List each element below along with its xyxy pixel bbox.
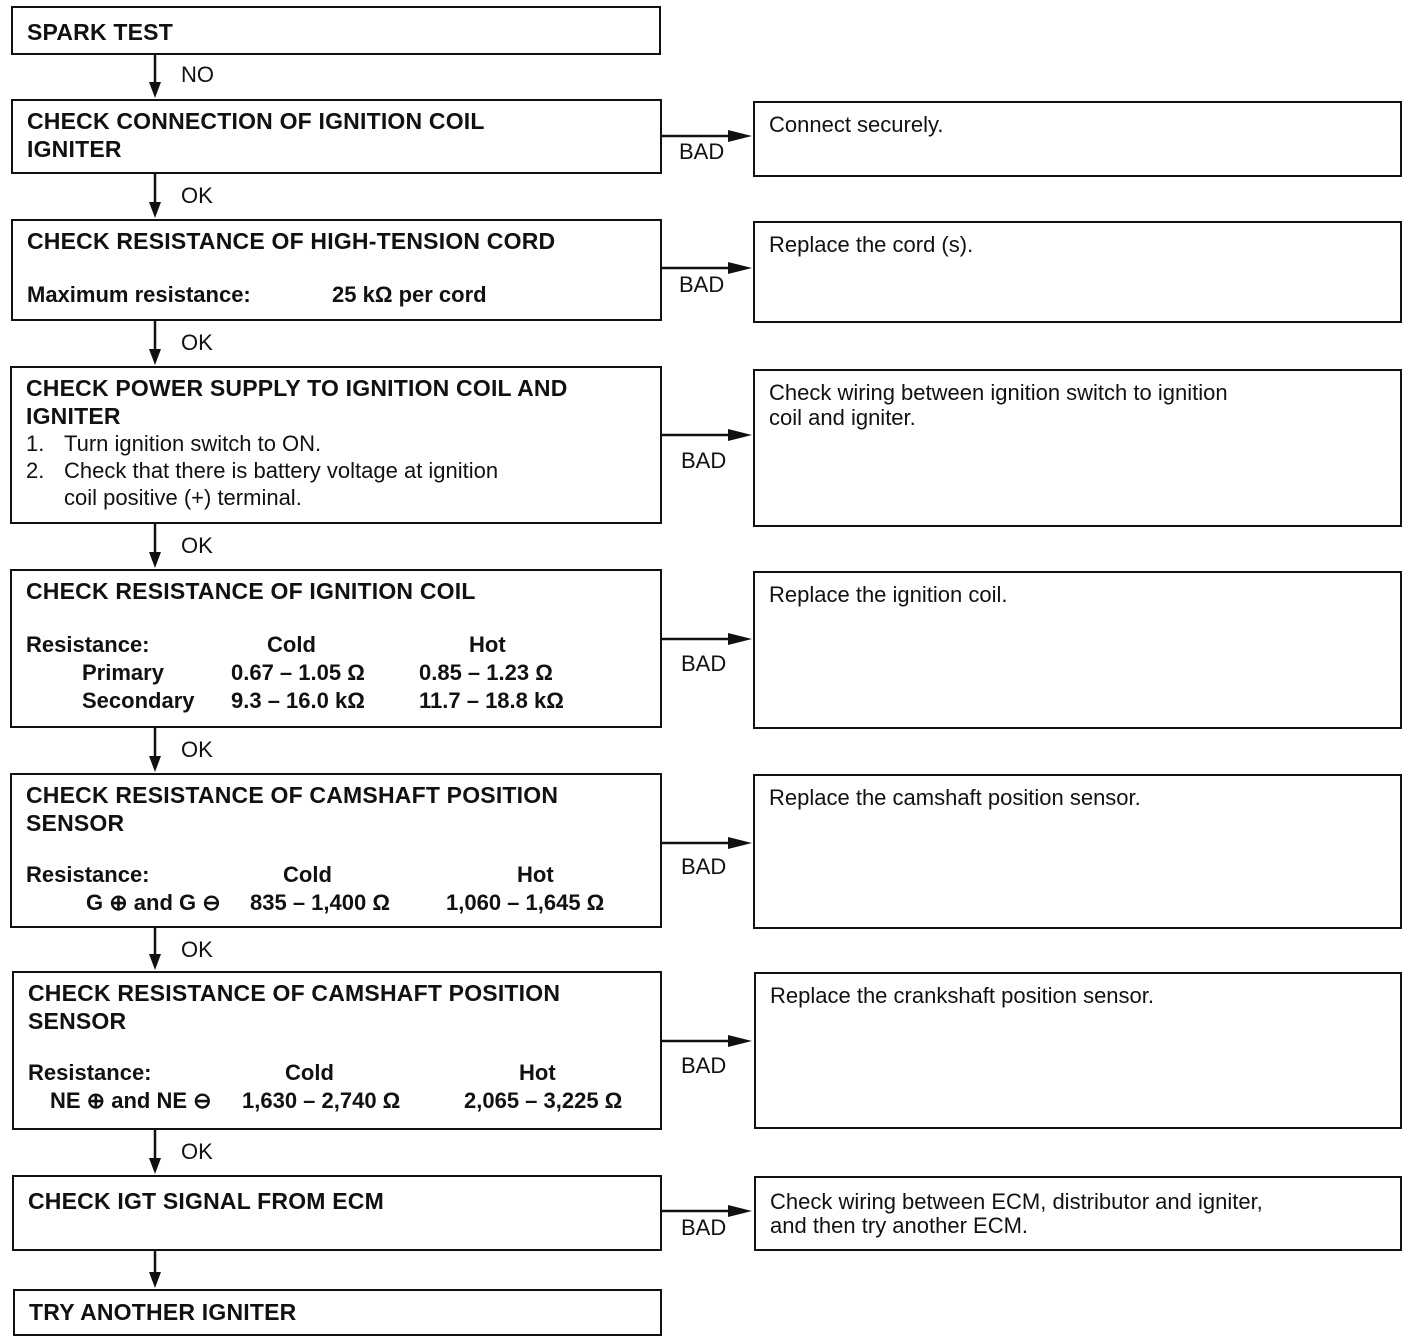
step6-spec-table (28, 1059, 646, 1087)
end-title: TRY ANOTHER IGNITER (29, 1299, 297, 1325)
label-ok-4: OK (181, 737, 213, 762)
step1-title-line2: IGNITER (27, 136, 122, 162)
step7-box (12, 1175, 662, 1251)
step3-substep-2 (26, 457, 646, 484)
step6-spec-row (28, 1087, 646, 1115)
step1-bad-action: Connect securely. (769, 112, 944, 137)
step5-cold-header: Cold (283, 862, 332, 887)
step4-spec-table (26, 631, 646, 715)
step6-hot-value: 2,065 – 3,225 Ω (464, 1088, 623, 1113)
step5-cold-value: 835 – 1,400 Ω (250, 890, 390, 915)
step5-spec-table (26, 861, 646, 889)
step5-bad-action: Replace the camshaft position sensor. (769, 785, 1141, 810)
label-bad-2: BAD (679, 272, 725, 297)
step5-title-line2: SENSOR (26, 810, 125, 836)
step4-row-secondary-name: Secondary (82, 688, 195, 713)
label-bad-4: BAD (681, 651, 727, 676)
step4-cold-header: Cold (267, 632, 316, 657)
step4-title: CHECK RESISTANCE OF IGNITION COIL (26, 578, 476, 604)
step6-title-line1: CHECK RESISTANCE OF CAMSHAFT POSITION (28, 980, 561, 1006)
step5-bad-box (753, 774, 1402, 929)
step7-bad-action-line2: and then try another ECM. (770, 1213, 1029, 1238)
step1-title-line1: CHECK CONNECTION OF IGNITION COIL (27, 108, 485, 134)
step1-bad-box (753, 101, 1402, 177)
step6-terminals: NE ⊕ and NE ⊖ (50, 1088, 212, 1113)
step4-bad-action: Replace the ignition coil. (769, 582, 1008, 607)
start-box (11, 6, 661, 55)
label-bad-5: BAD (681, 854, 727, 879)
step3-substep-2-text: Check that there is battery voltage at ignition (64, 458, 499, 483)
step3-title-line2: IGNITER (26, 403, 121, 429)
step5-spec-row (26, 889, 646, 917)
step6-resistance-label: Resistance: (28, 1060, 152, 1085)
step4-row-primary-name: Primary (82, 660, 164, 685)
label-bad-3: BAD (681, 448, 727, 473)
step3-bad-action-line2: coil and igniter. (769, 405, 916, 430)
label-ok-3: OK (181, 533, 213, 558)
step5-hot-header: Hot (517, 862, 554, 887)
step5-hot-value: 1,060 – 1,645 Ω (446, 890, 605, 915)
label-no: NO (181, 62, 214, 87)
step6-hot-header: Hot (519, 1060, 556, 1085)
step4-row-secondary-hot: 11.7 – 18.8 kΩ (419, 688, 564, 713)
label-bad-1: BAD (679, 139, 725, 164)
step2-title: CHECK RESISTANCE OF HIGH-TENSION CORD (27, 228, 556, 254)
step6-bad-box (754, 972, 1402, 1129)
step4-hot-header: Hot (469, 632, 506, 657)
step3-bad-action-line1: Check wiring between ignition switch to ignition (769, 380, 1228, 405)
step4-resistance-label: Resistance: (26, 632, 150, 657)
step5-terminals: G ⊕ and G ⊖ (86, 890, 221, 915)
step4-box (10, 569, 662, 728)
step3-title-line1: CHECK POWER SUPPLY TO IGNITION COIL AND (26, 375, 568, 401)
step2-spec (27, 281, 646, 309)
label-ok-5: OK (181, 937, 213, 962)
step3-substep-1-num: 1. (26, 431, 45, 456)
step3-substep-1 (26, 430, 646, 457)
step4-row-primary-cold: 0.67 – 1.05 Ω (231, 660, 365, 685)
step4-row-primary-hot: 0.85 – 1.23 Ω (419, 660, 553, 685)
step2-box (11, 219, 662, 321)
start-title: SPARK TEST (27, 19, 173, 45)
step7-title: CHECK IGT SIGNAL FROM ECM (28, 1188, 384, 1214)
step2-spec-label: Maximum resistance: (27, 282, 251, 307)
step4-bad-box (753, 571, 1402, 729)
step6-bad-action: Replace the crankshaft position sensor. (770, 983, 1155, 1008)
label-bad-7: BAD (681, 1215, 727, 1240)
label-ok-2: OK (181, 330, 213, 355)
step7-bad-action-line1: Check wiring between ECM, distributor and igniter, (770, 1189, 1263, 1214)
step6-cold-header: Cold (285, 1060, 334, 1085)
step3-bad-box (753, 369, 1402, 527)
step3-substep-2-cont: coil positive (+) terminal. (64, 485, 302, 510)
step5-resistance-label: Resistance: (26, 862, 150, 887)
step2-spec-value: 25 kΩ per cord (332, 282, 487, 307)
label-ok-6: OK (181, 1139, 213, 1164)
step3-substep-1-text: Turn ignition switch to ON. (64, 431, 322, 456)
step3-substep-2-num: 2. (26, 458, 45, 483)
end-box (13, 1289, 662, 1336)
step6-box (12, 971, 662, 1130)
step3-box (10, 366, 662, 524)
step6-title-line2: SENSOR (28, 1008, 127, 1034)
step5-title-line1: CHECK RESISTANCE OF CAMSHAFT POSITION (26, 782, 559, 808)
step4-row-secondary-cold: 9.3 – 16.0 kΩ (231, 688, 365, 713)
step6-cold-value: 1,630 – 2,740 Ω (242, 1088, 401, 1113)
step2-bad-action: Replace the cord (s). (769, 232, 974, 257)
step7-bad-box (754, 1176, 1402, 1251)
step5-box (10, 773, 662, 928)
step1-box (11, 99, 662, 174)
label-bad-6: BAD (681, 1053, 727, 1078)
step2-bad-box (753, 221, 1402, 323)
label-ok-1: OK (181, 183, 213, 208)
